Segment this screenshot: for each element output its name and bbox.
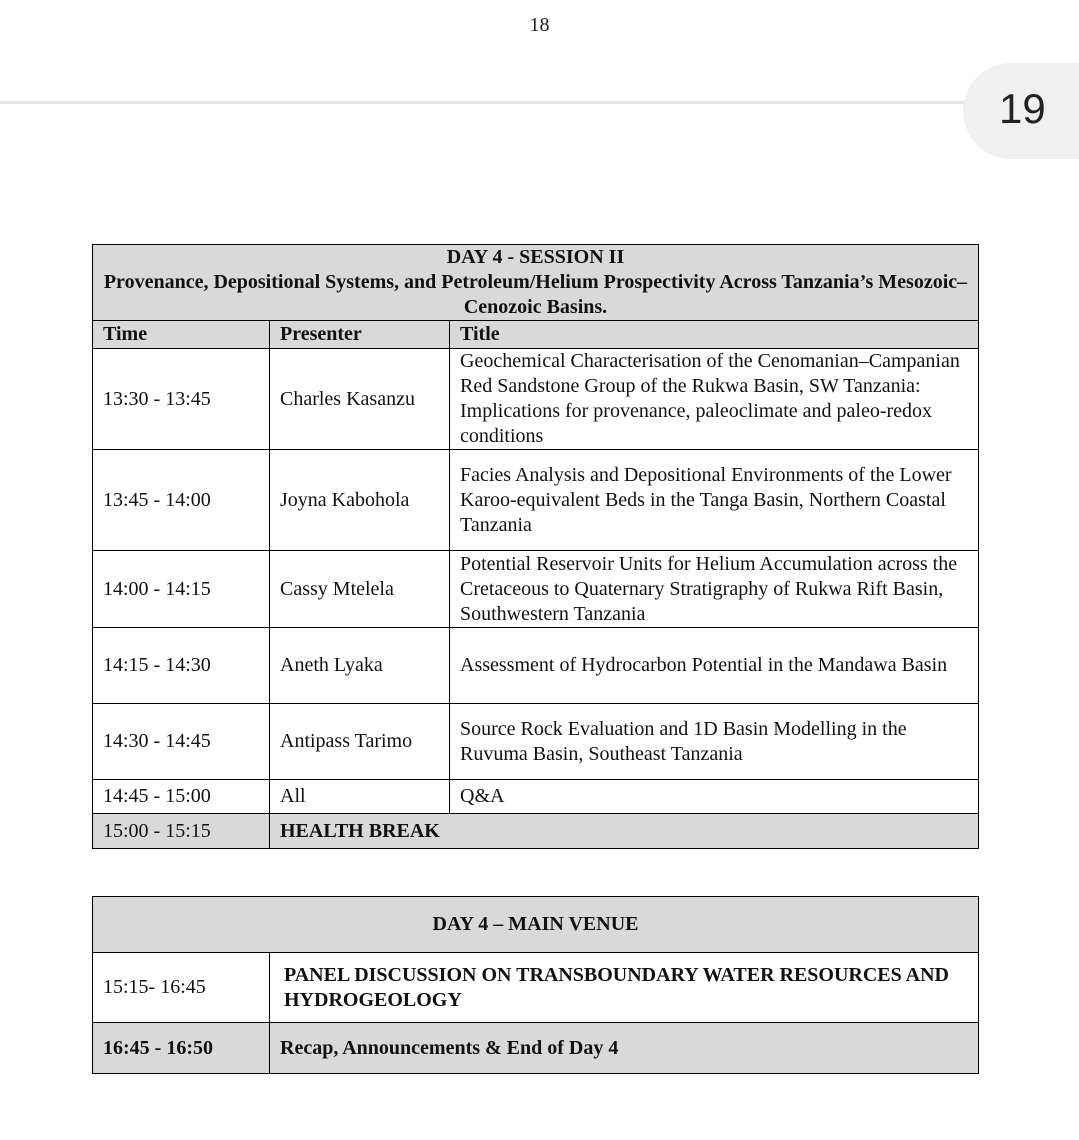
row-title: Assessment of Hydrocarbon Potential in the Mandawa Basin bbox=[450, 628, 979, 704]
table-row bbox=[93, 349, 979, 450]
session-header-row bbox=[93, 245, 979, 321]
table-row bbox=[93, 1023, 979, 1074]
break-row bbox=[93, 814, 979, 849]
column-header-presenter: Presenter bbox=[270, 321, 450, 349]
row-title: Geochemical Characterisation of the Cenomanian–Campanian Red Sandstone Group of the Rukwa Basin, SW Tanzania: Implications for provenance, paleoclimate and paleo-redox conditions bbox=[450, 349, 979, 450]
row-presenter: Cassy Mtelela bbox=[270, 551, 450, 628]
page-number: 19 bbox=[999, 85, 1046, 132]
row-time: 16:45 - 16:50 bbox=[93, 1023, 270, 1074]
table-row bbox=[93, 628, 979, 704]
column-header-time: Time bbox=[93, 321, 270, 349]
session-heading: DAY 4 - SESSION II bbox=[446, 246, 625, 268]
row-time: 14:00 - 14:15 bbox=[93, 551, 270, 628]
previous-page-number: 18 bbox=[529, 14, 550, 36]
main-venue-table bbox=[92, 896, 979, 1074]
column-header-title: Title bbox=[450, 321, 979, 349]
row-title: Source Rock Evaluation and 1D Basin Modelling in the Ruvuma Basin, Southeast Tanzania bbox=[450, 704, 979, 780]
row-presenter: Joyna Kabohola bbox=[270, 450, 450, 551]
table-row bbox=[93, 953, 979, 1023]
row-time: 13:30 - 13:45 bbox=[93, 349, 270, 450]
venue-heading: DAY 4 – MAIN VENUE bbox=[93, 897, 979, 953]
session-schedule-table bbox=[92, 244, 979, 849]
page-number-badge bbox=[963, 63, 1079, 159]
row-time: 14:45 - 15:00 bbox=[93, 780, 270, 814]
row-time: 13:45 - 14:00 bbox=[93, 450, 270, 551]
row-time: 14:30 - 14:45 bbox=[93, 704, 270, 780]
session-subheading: Provenance, Depositional Systems, and Petroleum/Helium Prospectivity Across Tanzania’s Mesozoic–Cenozoic Basins. bbox=[103, 271, 968, 318]
table-row bbox=[93, 780, 979, 814]
break-time: 15:00 - 15:15 bbox=[93, 814, 270, 849]
row-title: PANEL DISCUSSION ON TRANSBOUNDARY WATER RESOURCES AND HYDROGEOLOGY bbox=[270, 953, 979, 1023]
row-title: Recap, Announcements & End of Day 4 bbox=[270, 1023, 979, 1074]
row-title: Q&A bbox=[450, 780, 979, 814]
table-row bbox=[93, 450, 979, 551]
row-time: 15:15- 16:45 bbox=[93, 953, 270, 1023]
page-divider bbox=[0, 101, 975, 104]
session-header-cell bbox=[93, 245, 979, 321]
row-presenter: Aneth Lyaka bbox=[270, 628, 450, 704]
row-title: Potential Reservoir Units for Helium Accumulation across the Cretaceous to Quaternary Stratigraphy of Rukwa Rift Basin, Southwestern Tanzania bbox=[450, 551, 979, 628]
table-row bbox=[93, 551, 979, 628]
venue-header-row bbox=[93, 897, 979, 953]
column-header-row bbox=[93, 321, 979, 349]
row-title: Facies Analysis and Depositional Environments of the Lower Karoo-equivalent Beds in the Tanga Basin, Northern Coastal Tanzania bbox=[450, 450, 979, 551]
row-presenter: Antipass Tarimo bbox=[270, 704, 450, 780]
table-row bbox=[93, 704, 979, 780]
row-presenter: All bbox=[270, 780, 450, 814]
row-presenter: Charles Kasanzu bbox=[270, 349, 450, 450]
row-time: 14:15 - 14:30 bbox=[93, 628, 270, 704]
break-label: HEALTH BREAK bbox=[270, 814, 979, 849]
